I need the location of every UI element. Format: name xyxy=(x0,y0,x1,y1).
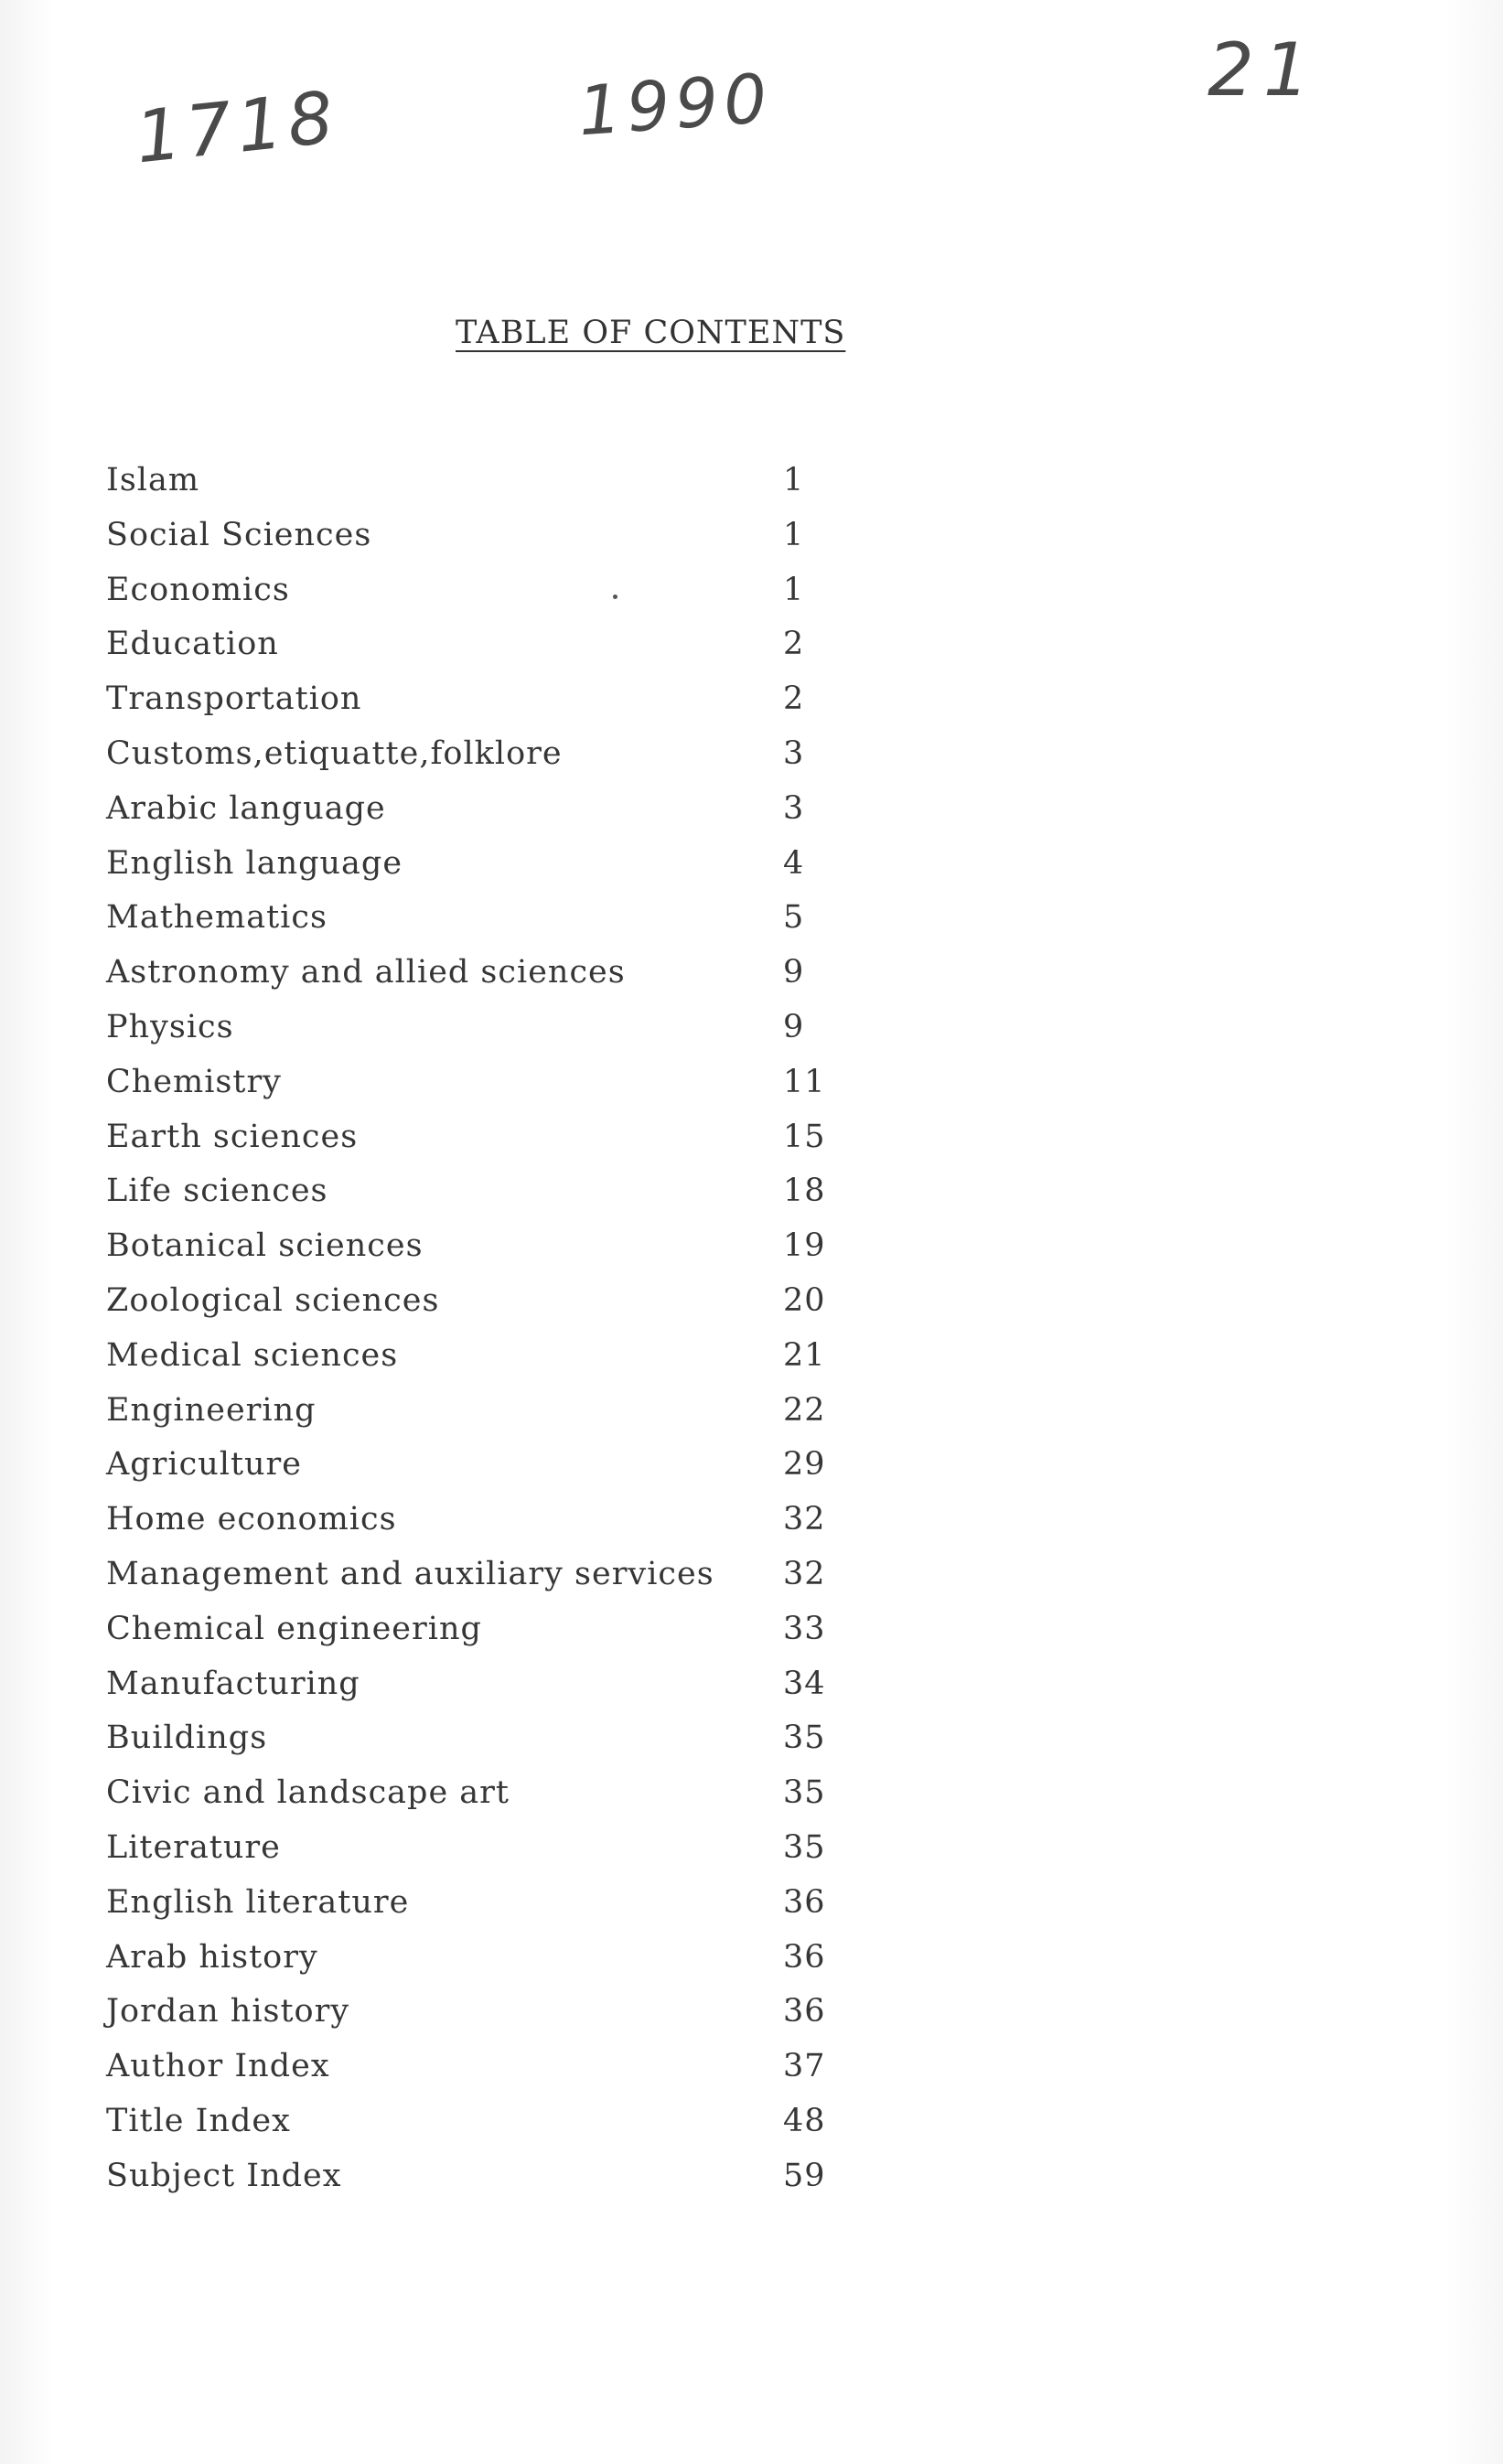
ink-speck xyxy=(613,595,617,599)
toc-entry-label: Author Index xyxy=(106,2048,330,2085)
toc-entry xyxy=(106,509,838,563)
toc-entry xyxy=(106,1821,838,1876)
toc-entry xyxy=(106,2094,838,2149)
toc-entry-page: 1 xyxy=(783,462,805,498)
toc-entry-page: 35 xyxy=(783,1719,826,1757)
toc-entry-label: Transportation xyxy=(106,680,362,718)
toc-entry-label: Jordan history xyxy=(106,1993,350,2030)
toc-entry xyxy=(106,1657,838,1712)
toc-entry xyxy=(106,946,838,1001)
toc-entry-label: Physics xyxy=(106,1008,234,1045)
toc-entry-label: Arab history xyxy=(106,1938,318,1976)
toc-entry-page: 1 xyxy=(783,516,805,553)
toc-entry-page: 33 xyxy=(783,1610,826,1647)
toc-entry xyxy=(106,1274,838,1329)
toc-entry-page: 15 xyxy=(783,1118,826,1155)
toc-entry xyxy=(106,1329,838,1384)
toc-entry-label: Astronomy and allied sciences xyxy=(106,954,626,991)
toc-entry-page: 2 xyxy=(783,626,805,663)
toc-entry-page: 20 xyxy=(783,1281,826,1319)
toc-entry-label: Zoological sciences xyxy=(106,1281,440,1319)
toc-entry xyxy=(106,1931,838,1986)
toc-entry-page: 19 xyxy=(783,1227,826,1265)
toc-entry xyxy=(106,1219,838,1274)
toc-entry-label: English language xyxy=(106,844,403,882)
toc-entry xyxy=(106,1493,838,1548)
toc-entry-label: Engineering xyxy=(106,1391,317,1429)
toc-entry-page: 3 xyxy=(783,789,805,827)
toc-entry-label: Botanical sciences xyxy=(106,1227,424,1265)
toc-entry xyxy=(106,1438,838,1493)
toc-entry-label: Agriculture xyxy=(106,1446,302,1484)
toc-entry-label: Manufacturing xyxy=(106,1665,360,1702)
toc-entry xyxy=(106,782,838,837)
toc-entry-label: Customs,etiquatte,folklore xyxy=(106,734,563,772)
toc-entry xyxy=(106,454,838,509)
toc-entry-page: 29 xyxy=(783,1446,826,1484)
toc-entry xyxy=(106,891,838,946)
toc-entry-page: 3 xyxy=(783,734,805,772)
toc-entry-page: 22 xyxy=(783,1391,826,1429)
toc-entry xyxy=(106,1711,838,1766)
toc-entry-page: 9 xyxy=(783,1008,805,1045)
toc-entry-page: 36 xyxy=(783,1938,826,1976)
toc-entry xyxy=(106,1602,838,1657)
toc-entry xyxy=(106,2149,838,2204)
toc-entry-label: English literature xyxy=(106,1883,410,1921)
toc-entry xyxy=(106,727,838,782)
toc-entry xyxy=(106,563,838,618)
toc-entry-label: Chemical engineering xyxy=(106,1610,482,1647)
toc-entry-label: Earth sciences xyxy=(106,1118,359,1155)
toc-entry-page: 11 xyxy=(783,1063,826,1100)
toc-entry-label: Medical sciences xyxy=(106,1336,399,1374)
toc-entry xyxy=(106,1384,838,1439)
toc-entry-page: 32 xyxy=(783,1555,826,1592)
toc-entry xyxy=(106,1164,838,1219)
toc-entry xyxy=(106,1985,838,2040)
toc-entry xyxy=(106,1055,838,1110)
toc-entry-page: 9 xyxy=(783,954,805,991)
toc-entry-label: Islam xyxy=(106,462,200,498)
toc-entry-label: Civic and landscape art xyxy=(106,1774,510,1812)
toc-entry-label: Home economics xyxy=(106,1501,397,1538)
toc-entry-page: 34 xyxy=(783,1665,826,1702)
toc-entry-page: 35 xyxy=(783,1774,826,1812)
toc-entry-page: 35 xyxy=(783,1828,826,1866)
toc-entry-label: Title Index xyxy=(106,2102,291,2139)
toc-entry-label: Management and auxiliary services xyxy=(106,1555,714,1592)
toc-entry xyxy=(106,837,838,892)
toc-entry-label: Education xyxy=(106,626,279,663)
toc-entry-label: Chemistry xyxy=(106,1063,282,1100)
toc-entry xyxy=(106,1001,838,1055)
toc-entry-page: 37 xyxy=(783,2048,826,2085)
toc-entry-label: Life sciences xyxy=(106,1173,328,1210)
toc-entry-page: 32 xyxy=(783,1501,826,1538)
toc-entry-page: 2 xyxy=(783,680,805,718)
toc-entry xyxy=(106,1548,838,1602)
toc-entry xyxy=(106,672,838,727)
toc-entry-page: 4 xyxy=(783,844,805,882)
toc-entry-label: Social Sciences xyxy=(106,516,372,553)
toc-entry-page: 1 xyxy=(783,571,805,608)
toc-entry xyxy=(106,1876,838,1931)
toc-entry-page: 36 xyxy=(783,1993,826,2030)
handwritten-number-left: 1718 xyxy=(131,76,343,180)
handwritten-year: 1990 xyxy=(575,59,776,152)
toc-entry-page: 36 xyxy=(783,1883,826,1921)
toc-entry-page: 48 xyxy=(783,2102,826,2139)
toc-entry-label: Economics xyxy=(106,571,290,608)
toc-entry-label: Literature xyxy=(106,1828,281,1866)
toc-entry xyxy=(106,2040,838,2094)
toc-entry xyxy=(106,617,838,672)
toc-entry xyxy=(106,1110,838,1165)
toc-entry-page: 21 xyxy=(783,1336,826,1374)
handwritten-page-number: 21 xyxy=(1208,27,1319,112)
toc-entry-label: Subject Index xyxy=(106,2157,342,2194)
toc-entry-page: 59 xyxy=(783,2157,826,2194)
table-of-contents xyxy=(106,454,838,2204)
toc-entry-label: Mathematics xyxy=(106,899,327,937)
toc-entry-label: Buildings xyxy=(106,1719,268,1757)
toc-entry-label: Arabic language xyxy=(106,789,386,827)
toc-entry-page: 5 xyxy=(783,899,805,937)
page-title: TABLE OF CONTENTS xyxy=(456,315,846,351)
toc-entry-page: 18 xyxy=(783,1173,826,1210)
toc-entry xyxy=(106,1766,838,1821)
